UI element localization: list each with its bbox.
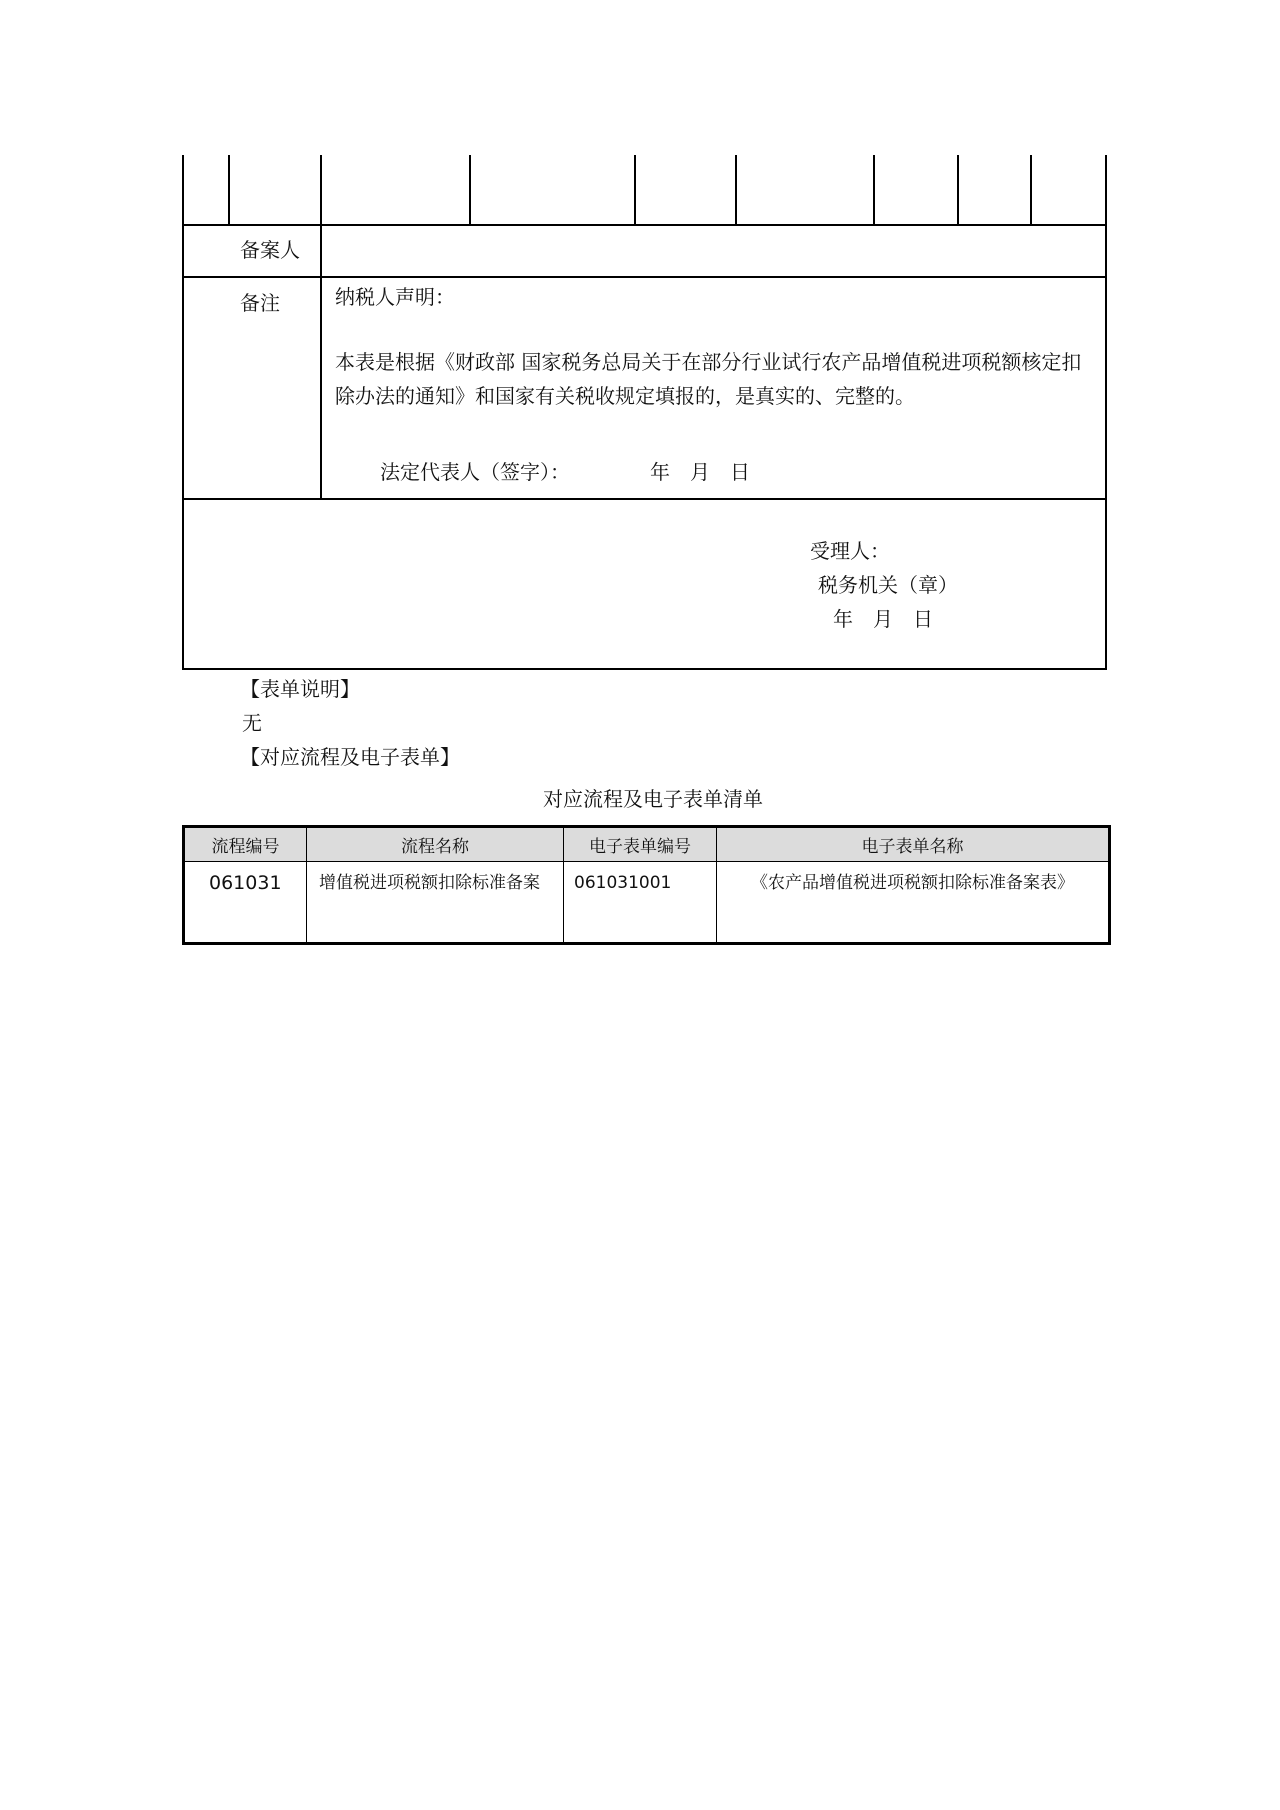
grid-col-line: [469, 155, 471, 225]
grid-col-line: [228, 155, 230, 225]
table-row: [184, 862, 1110, 944]
form-notes-content: 无: [242, 711, 262, 735]
eform-name-cell: 《农产品增值税进项税额扣除标准备案表》: [717, 862, 1110, 944]
grid-col-line: [873, 155, 875, 225]
col-header-process-name: 流程名称: [307, 827, 564, 862]
row-line: [182, 276, 1107, 278]
grid-col-line: [634, 155, 636, 225]
filer-field[interactable]: [322, 226, 1104, 276]
table-header-row: [184, 827, 1110, 862]
process-section-heading: 【对应流程及电子表单】: [240, 745, 460, 769]
form-right-border: [1105, 155, 1107, 670]
filer-label: 备案人: [240, 238, 300, 262]
remarks-label: 备注: [240, 291, 280, 315]
legal-rep-date: 年 月 日: [650, 460, 750, 484]
form-left-border: [182, 155, 184, 670]
receiver-date: 年 月 日: [833, 607, 933, 631]
row-line: [182, 498, 1107, 500]
declaration-body: 本表是根据《财政部 国家税务总局关于在部分行业试行农产品增值税进项税额核定扣除办法的通知》和国家有关税收规定填报的，是真实的、完整的。: [335, 350, 1082, 408]
grid-col-line: [957, 155, 959, 225]
grid-col-line: [735, 155, 737, 225]
process-name-cell: 增值税进项税额扣除标准备案: [307, 862, 564, 944]
legal-rep-signature-label: 法定代表人（签字）：: [380, 460, 570, 484]
tax-office-seal: 税务机关（章）: [818, 573, 958, 597]
grid-col-line: [1030, 155, 1032, 225]
receiver-label: 受理人：: [810, 539, 890, 563]
form-notes-heading: 【表单说明】: [240, 677, 360, 701]
col-header-process-code: 流程编号: [184, 827, 307, 862]
declaration-heading: 纳税人声明：: [335, 285, 455, 309]
eform-code-cell: 061031001: [564, 862, 717, 944]
col-header-eform-name: 电子表单名称: [717, 827, 1110, 862]
col-header-eform-code: 电子表单编号: [564, 827, 717, 862]
process-table-title: 对应流程及电子表单清单: [543, 787, 763, 811]
grid-col-line: [320, 155, 322, 225]
process-list-table: [182, 825, 1111, 945]
form-bottom-border: [182, 668, 1107, 670]
process-code-cell: 061031: [184, 862, 307, 944]
